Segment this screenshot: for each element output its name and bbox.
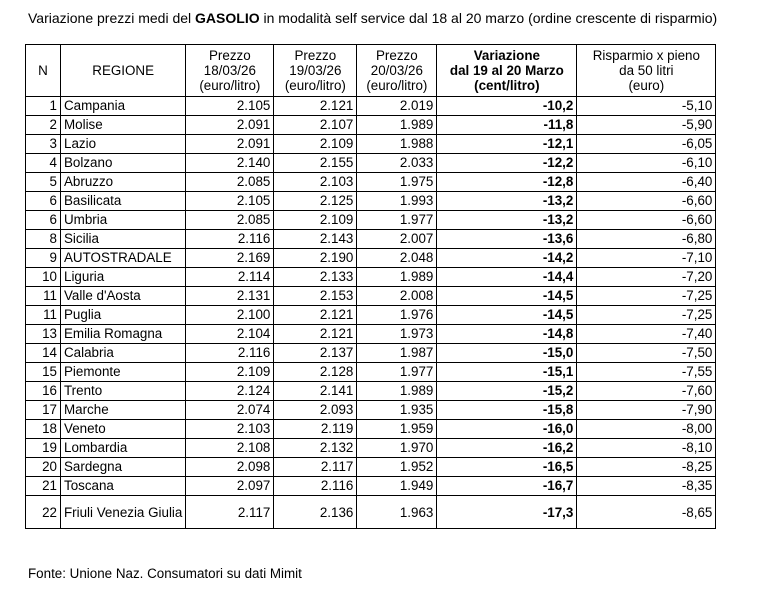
header-n: N (26, 45, 61, 97)
cell-variazione: -16,2 (437, 439, 577, 458)
cell-price-20: 2.007 (357, 230, 437, 249)
table-row (26, 382, 716, 401)
cell-n: 15 (26, 363, 61, 382)
title-prefix: Variazione prezzi medi del (28, 10, 196, 26)
cell-risparmio: -6,80 (577, 230, 716, 249)
cell-risparmio: -7,25 (577, 306, 716, 325)
cell-regione: AUTOSTRADALE (61, 249, 186, 268)
cell-variazione: -11,8 (437, 116, 577, 135)
cell-price-20: 1.989 (357, 116, 437, 135)
cell-variazione: -13,2 (437, 211, 577, 230)
cell-risparmio: -6,05 (577, 135, 716, 154)
cell-risparmio: -8,25 (577, 458, 716, 477)
table-row (26, 287, 716, 306)
cell-regione: Lombardia (61, 439, 186, 458)
table-row (26, 325, 716, 344)
header-regione: REGIONE (61, 45, 186, 97)
cell-n: 13 (26, 325, 61, 344)
cell-n: 22 (26, 496, 61, 529)
table-row (26, 135, 716, 154)
cell-price-20: 1.949 (357, 477, 437, 496)
cell-risparmio: -7,25 (577, 287, 716, 306)
cell-risparmio: -7,60 (577, 382, 716, 401)
cell-risparmio: -5,10 (577, 97, 716, 116)
cell-price-18: 2.131 (186, 287, 274, 306)
cell-n: 18 (26, 420, 61, 439)
cell-variazione: -12,2 (437, 154, 577, 173)
cell-price-19: 2.121 (274, 97, 357, 116)
table-row (26, 363, 716, 382)
header-price-19: Prezzo 19/03/26 (euro/litro) (274, 45, 357, 97)
cell-price-19: 2.103 (274, 173, 357, 192)
cell-price-18: 2.085 (186, 211, 274, 230)
cell-variazione: -13,6 (437, 230, 577, 249)
cell-price-18: 2.124 (186, 382, 274, 401)
cell-variazione: -12,8 (437, 173, 577, 192)
cell-regione: Friuli Venezia Giulia (61, 496, 186, 529)
cell-risparmio: -8,10 (577, 439, 716, 458)
cell-variazione: -12,1 (437, 135, 577, 154)
cell-n: 11 (26, 287, 61, 306)
cell-price-18: 2.140 (186, 154, 274, 173)
cell-price-20: 1.970 (357, 439, 437, 458)
cell-price-18: 2.085 (186, 173, 274, 192)
cell-variazione: -14,5 (437, 287, 577, 306)
cell-regione: Sardegna (61, 458, 186, 477)
cell-price-18: 2.103 (186, 420, 274, 439)
table-body (26, 97, 716, 529)
cell-price-18: 2.097 (186, 477, 274, 496)
cell-price-18: 2.117 (186, 496, 274, 529)
price-table (25, 44, 716, 529)
cell-price-20: 1.976 (357, 306, 437, 325)
table-row (26, 97, 716, 116)
cell-risparmio: -6,60 (577, 211, 716, 230)
cell-variazione: -14,8 (437, 325, 577, 344)
table-row (26, 173, 716, 192)
cell-price-19: 2.136 (274, 496, 357, 529)
cell-regione: Liguria (61, 268, 186, 287)
table-row (26, 439, 716, 458)
table-row (26, 154, 716, 173)
header-row (26, 45, 716, 97)
cell-risparmio: -7,40 (577, 325, 716, 344)
cell-risparmio: -6,10 (577, 154, 716, 173)
cell-regione: Toscana (61, 477, 186, 496)
cell-regione: Sicilia (61, 230, 186, 249)
cell-risparmio: -7,50 (577, 344, 716, 363)
cell-regione: Calabria (61, 344, 186, 363)
cell-price-18: 2.109 (186, 363, 274, 382)
cell-regione: Umbria (61, 211, 186, 230)
table-row (26, 211, 716, 230)
cell-n: 6 (26, 192, 61, 211)
cell-variazione: -15,1 (437, 363, 577, 382)
cell-regione: Trento (61, 382, 186, 401)
table-row (26, 458, 716, 477)
cell-price-18: 2.105 (186, 97, 274, 116)
cell-regione: Emilia Romagna (61, 325, 186, 344)
cell-price-20: 1.975 (357, 173, 437, 192)
cell-price-19: 2.109 (274, 211, 357, 230)
cell-price-20: 1.989 (357, 268, 437, 287)
cell-price-19: 2.121 (274, 325, 357, 344)
cell-price-19: 2.190 (274, 249, 357, 268)
cell-n: 19 (26, 439, 61, 458)
cell-variazione: -10,2 (437, 97, 577, 116)
table-row (26, 496, 716, 529)
cell-variazione: -13,2 (437, 192, 577, 211)
cell-price-19: 2.155 (274, 154, 357, 173)
table-row (26, 401, 716, 420)
cell-price-20: 2.019 (357, 97, 437, 116)
cell-variazione: -16,7 (437, 477, 577, 496)
cell-variazione: -15,8 (437, 401, 577, 420)
cell-n: 2 (26, 116, 61, 135)
cell-price-20: 1.973 (357, 325, 437, 344)
cell-price-19: 2.143 (274, 230, 357, 249)
cell-price-19: 2.141 (274, 382, 357, 401)
cell-price-20: 1.988 (357, 135, 437, 154)
cell-n: 4 (26, 154, 61, 173)
cell-price-18: 2.104 (186, 325, 274, 344)
cell-price-19: 2.107 (274, 116, 357, 135)
cell-regione: Veneto (61, 420, 186, 439)
title-suffix: in modalità self service dal 18 al 20 marzo (ordine crescente di risparmio) (259, 10, 718, 26)
cell-price-19: 2.093 (274, 401, 357, 420)
cell-price-18: 2.100 (186, 306, 274, 325)
cell-n: 11 (26, 306, 61, 325)
cell-variazione: -14,5 (437, 306, 577, 325)
cell-risparmio: -8,65 (577, 496, 716, 529)
cell-risparmio: -7,20 (577, 268, 716, 287)
cell-n: 9 (26, 249, 61, 268)
cell-variazione: -14,4 (437, 268, 577, 287)
cell-n: 17 (26, 401, 61, 420)
cell-n: 3 (26, 135, 61, 154)
cell-variazione: -15,0 (437, 344, 577, 363)
cell-risparmio: -8,35 (577, 477, 716, 496)
cell-regione: Marche (61, 401, 186, 420)
cell-n: 16 (26, 382, 61, 401)
table-row (26, 306, 716, 325)
cell-risparmio: -6,40 (577, 173, 716, 192)
cell-price-19: 2.119 (274, 420, 357, 439)
cell-price-20: 2.008 (357, 287, 437, 306)
header-price-20: Prezzo 20/03/26 (euro/litro) (357, 45, 437, 97)
cell-price-18: 2.098 (186, 458, 274, 477)
cell-price-20: 1.935 (357, 401, 437, 420)
cell-n: 1 (26, 97, 61, 116)
cell-regione: Basilicata (61, 192, 186, 211)
cell-variazione: -14,2 (437, 249, 577, 268)
table-row (26, 230, 716, 249)
header-variazione: Variazione dal 19 al 20 Marzo (cent/litro) (437, 45, 577, 97)
header-price-18: Prezzo 18/03/26 (euro/litro) (186, 45, 274, 97)
cell-price-19: 2.117 (274, 458, 357, 477)
cell-price-18: 2.091 (186, 135, 274, 154)
cell-price-18: 2.116 (186, 230, 274, 249)
cell-regione: Piemonte (61, 363, 186, 382)
cell-price-20: 1.989 (357, 382, 437, 401)
cell-price-19: 2.137 (274, 344, 357, 363)
cell-price-19: 2.121 (274, 306, 357, 325)
cell-regione: Abruzzo (61, 173, 186, 192)
cell-regione: Lazio (61, 135, 186, 154)
cell-n: 21 (26, 477, 61, 496)
cell-variazione: -17,3 (437, 496, 577, 529)
cell-price-18: 2.116 (186, 344, 274, 363)
cell-variazione: -15,2 (437, 382, 577, 401)
cell-price-20: 1.987 (357, 344, 437, 363)
cell-n: 10 (26, 268, 61, 287)
cell-n: 6 (26, 211, 61, 230)
cell-price-20: 1.952 (357, 458, 437, 477)
cell-price-19: 2.109 (274, 135, 357, 154)
cell-price-18: 2.105 (186, 192, 274, 211)
cell-price-20: 1.977 (357, 363, 437, 382)
cell-price-19: 2.132 (274, 439, 357, 458)
cell-price-20: 1.993 (357, 192, 437, 211)
cell-price-19: 2.128 (274, 363, 357, 382)
table-row (26, 420, 716, 439)
cell-price-18: 2.169 (186, 249, 274, 268)
cell-risparmio: -7,10 (577, 249, 716, 268)
table-row (26, 344, 716, 363)
page-title (28, 10, 768, 27)
cell-price-18: 2.074 (186, 401, 274, 420)
cell-n: 5 (26, 173, 61, 192)
cell-risparmio: -8,00 (577, 420, 716, 439)
table-row (26, 116, 716, 135)
cell-price-19: 2.125 (274, 192, 357, 211)
cell-price-18: 2.108 (186, 439, 274, 458)
cell-risparmio: -7,55 (577, 363, 716, 382)
cell-regione: Bolzano (61, 154, 186, 173)
cell-regione: Puglia (61, 306, 186, 325)
cell-n: 20 (26, 458, 61, 477)
cell-risparmio: -6,60 (577, 192, 716, 211)
cell-n: 8 (26, 230, 61, 249)
cell-variazione: -16,0 (437, 420, 577, 439)
source-note: Fonte: Unione Naz. Consumatori su dati Mimit (28, 566, 302, 581)
cell-risparmio: -7,90 (577, 401, 716, 420)
cell-price-19: 2.133 (274, 268, 357, 287)
cell-regione: Campania (61, 97, 186, 116)
cell-regione: Molise (61, 116, 186, 135)
title-fuel: GASOLIO (195, 10, 260, 26)
cell-regione: Valle d'Aosta (61, 287, 186, 306)
table-row (26, 477, 716, 496)
table-row (26, 268, 716, 287)
cell-price-18: 2.091 (186, 116, 274, 135)
cell-price-19: 2.153 (274, 287, 357, 306)
table-row (26, 192, 716, 211)
cell-price-20: 1.977 (357, 211, 437, 230)
table-row (26, 249, 716, 268)
cell-variazione: -16,5 (437, 458, 577, 477)
cell-risparmio: -5,90 (577, 116, 716, 135)
cell-price-20: 1.959 (357, 420, 437, 439)
cell-price-18: 2.114 (186, 268, 274, 287)
cell-price-20: 2.048 (357, 249, 437, 268)
header-risparmio: Risparmio x pieno da 50 litri (euro) (577, 45, 716, 97)
cell-price-20: 2.033 (357, 154, 437, 173)
cell-price-19: 2.116 (274, 477, 357, 496)
cell-price-20: 1.963 (357, 496, 437, 529)
cell-n: 14 (26, 344, 61, 363)
